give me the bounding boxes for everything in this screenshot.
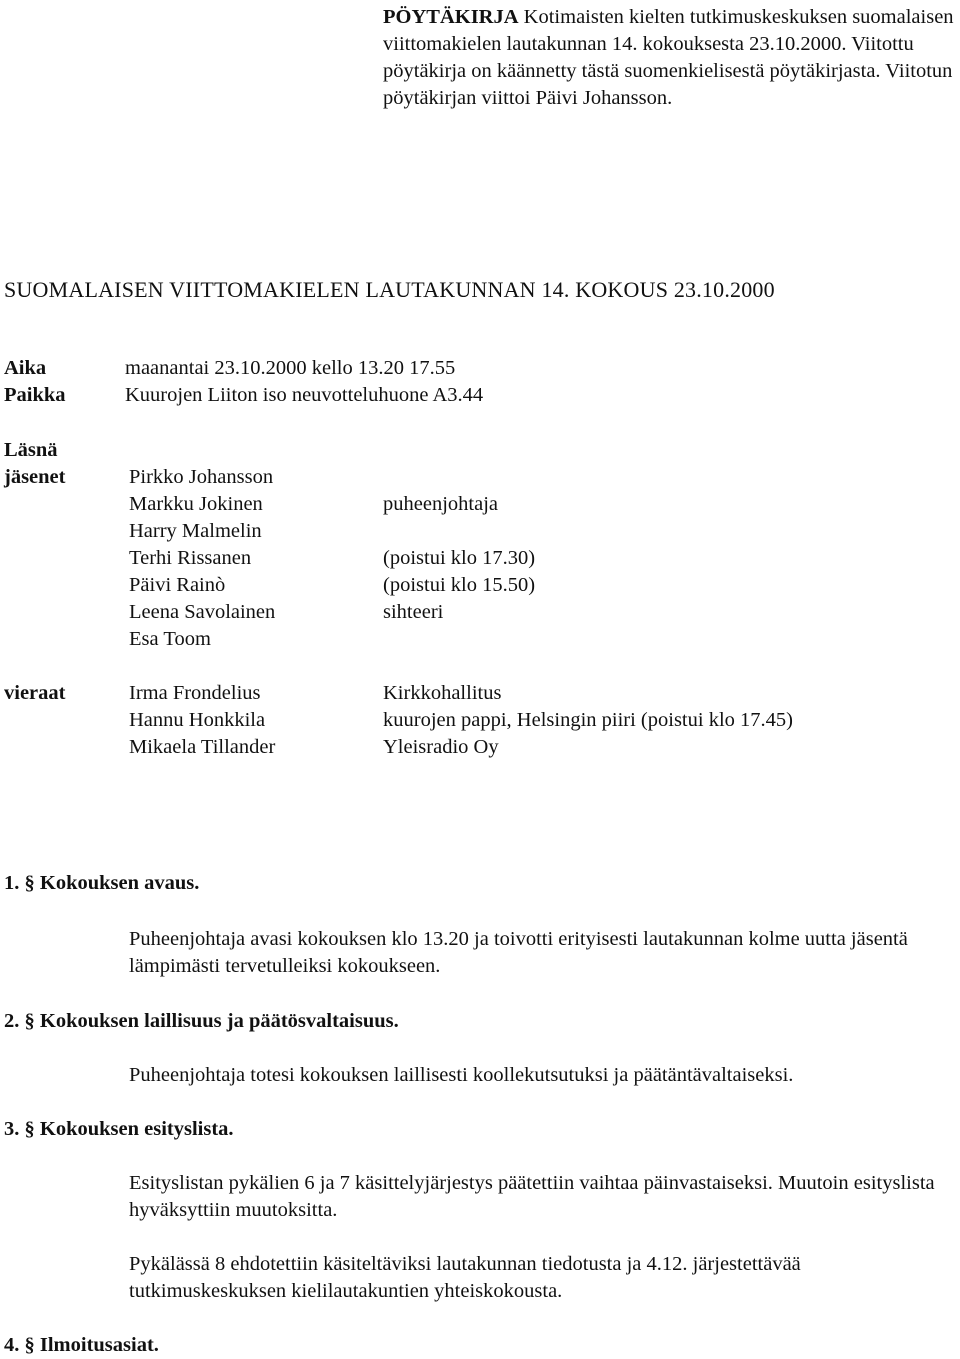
guests-label: vieraat: [4, 682, 66, 704]
guest-name: Hannu Honkkila: [129, 709, 266, 731]
document-intro: [383, 4, 958, 112]
member-name: Markku Jokinen: [129, 493, 263, 515]
document-title: SUOMALAISEN VIITTOMAKIELEN LAUTAKUNNAN 14. KOKOUS 23.10.2000: [4, 277, 775, 302]
place-value: Kuurojen Liiton iso neuvotteluhuone A3.44: [125, 384, 484, 406]
section-paragraph: Puheenjohtaja avasi kokouksen klo 13.20 ja toivotti erityisesti lautakunnan kolme uutta jäsentä lämpimästi tervetulleiksi kokoukseen.: [129, 928, 908, 977]
members-label: jäsenet: [4, 466, 66, 488]
member-name: Päivi Rainò: [129, 574, 226, 596]
place-row: [4, 382, 484, 409]
place-label: Paikka: [4, 384, 66, 406]
time-value: maanantai 23.10.2000 kello 13.20 17.55: [125, 357, 456, 379]
member-note: (poistui klo 15.50): [383, 574, 536, 596]
guest-note: kuurojen pappi, Helsingin piiri (poistui klo 17.45): [383, 709, 793, 731]
member-name: Terhi Rissanen: [129, 547, 252, 569]
guest-name: Mikaela Tillander: [129, 736, 276, 758]
section-heading: 3. § Kokouksen esityslista.: [4, 1118, 234, 1140]
section-paragraph: Puheenjohtaja totesi kokouksen laillisesti koollekutsutuksi ja päätäntävaltaiseksi.: [129, 1064, 794, 1086]
section-paragraph: Pykälässä 8 ehdotettiin käsiteltäviksi lautakunnan tiedotusta ja 4.12. järjestettävää tutkimuskeskuksen kielilautakuntien yhteiskokousta.: [129, 1253, 801, 1302]
section-heading: 2. § Kokouksen laillisuus ja päätösvaltaisuus.: [4, 1010, 399, 1032]
member-note: (poistui klo 17.30): [383, 547, 536, 569]
member-name: Esa Toom: [129, 628, 211, 650]
section-heading: 1. § Kokouksen avaus.: [4, 872, 200, 894]
member-name: Pirkko Johansson: [129, 466, 274, 488]
guest-note: Yleisradio Oy: [383, 736, 499, 758]
member-name: Leena Savolainen: [129, 601, 276, 623]
time-label: Aika: [4, 357, 47, 379]
member-note: sihteeri: [383, 601, 444, 623]
section-heading: 4. § Ilmoitusasiat.: [4, 1334, 159, 1356]
guest-note: Kirkkohallitus: [383, 682, 502, 704]
section-paragraph: Esityslistan pykälien 6 ja 7 käsittelyjärjestys päätettiin vaihtaa päinvastaiseksi. Muutoin esityslista hyväksyttiin muutoksitta.: [129, 1172, 935, 1221]
member-name: Harry Malmelin: [129, 520, 262, 542]
present-label: Läsnä: [4, 439, 58, 461]
time-row: [4, 355, 456, 382]
guest-name: Irma Frondelius: [129, 682, 261, 704]
member-note: puheenjohtaja: [383, 493, 498, 515]
intro-text: Kotimaisten kielten tutkimuskeskuksen suomalaisen viittomakielen lautakunnan 14. kokouksesta 23.10.2000. Viitottu pöytäkirja on käännetty tästä suomenkielisestä pöytäkirjasta. Viitotun pöytäkirjan viittoi Päivi Johansson.: [383, 6, 954, 109]
intro-lead: PÖYTÄKIRJA: [383, 6, 519, 28]
